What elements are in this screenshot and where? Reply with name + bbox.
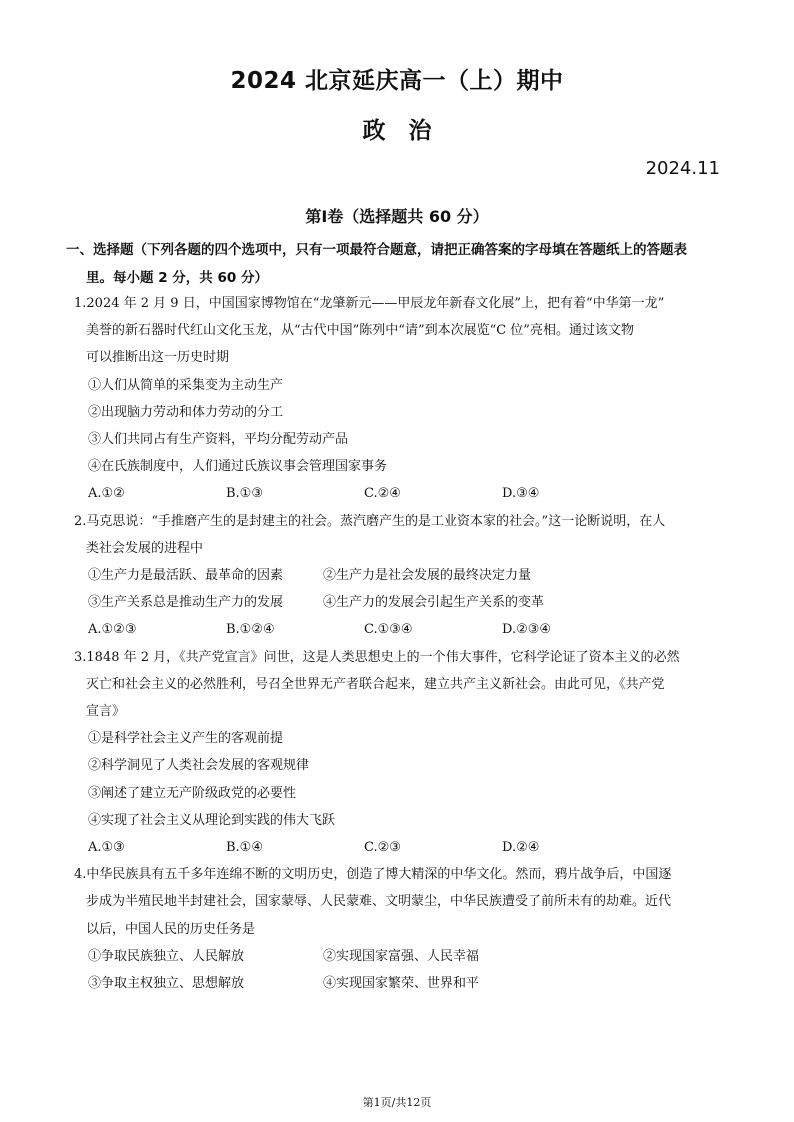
instruction-line-1: 一、选择题（下列各题的四个选项中，只有一项最符合题意，请把正确答案的字母填在答题纸上的答题表: [66, 242, 687, 258]
section-instruction: [66, 236, 726, 292]
exam-subject: 政 治: [362, 118, 432, 144]
question-3-line-3: 宣言》: [86, 704, 126, 720]
question-2-option-2: ②生产力是社会发展的最终决定力量: [323, 568, 532, 584]
question-3-line-2: 灭亡和社会主义的必然胜利，号召全世界无产者联合起来，建立共产主义新社会。由此可见，《共产党: [86, 676, 665, 692]
question-3-option-4: ④实现了社会主义从理论到实践的伟大飞跃: [88, 812, 336, 828]
question-2-line-2: 类社会发展的进程中: [86, 540, 204, 556]
question-4-line-3: 以后，中国人民的历史任务是: [86, 921, 256, 937]
exam-title: 2024 北京延庆高一（上）期中: [230, 68, 564, 94]
question-4-stem: [74, 861, 724, 943]
question-1-choices: [74, 480, 724, 507]
question-1-line-1: 1.2024 年 2 月 9 日，中国国家博物馆在“龙肇新元——甲辰龙年新春文化展”上，把有着“中华第一龙”: [74, 296, 665, 311]
question-2-option-1: ①生产力是最活跃、最革命的因素: [88, 568, 284, 584]
question-2-choice-d[interactable]: D.②③④: [502, 622, 552, 638]
question-2-option-3: ③生产关系总是推动生产力的发展: [88, 595, 284, 611]
question-2-choice-b[interactable]: B.①②④: [226, 622, 275, 638]
question-1-option-4: ④在氏族制度中，人们通过氏族议事会管理国家事务: [88, 459, 388, 475]
question-4-options-row-1: [74, 943, 724, 970]
question-3-option-2: ②科学洞见了人类社会发展的客观规律: [88, 758, 310, 774]
question-1-choice-d[interactable]: D.③④: [502, 486, 540, 502]
section-title: 第Ⅰ卷（选择题共 60 分）: [305, 207, 489, 226]
question-1-stem: [74, 290, 724, 372]
question-4-option-1: ①争取民族独立、人民解放: [88, 948, 245, 964]
question-1: [74, 290, 724, 508]
question-4: [74, 861, 724, 997]
question-1-choice-b[interactable]: B.①③: [226, 486, 263, 502]
question-3-stem: [74, 644, 724, 726]
question-3-choice-a[interactable]: A.①③: [88, 840, 125, 856]
question-2-choices: [74, 616, 724, 643]
question-1-option-3: ③人们共同占有生产资料，平均分配劳动产品: [88, 432, 349, 448]
question-2-option-4: ④生产力的发展会引起生产关系的变革: [323, 595, 545, 611]
question-3-option-1: ①是科学社会主义产生的客观前提: [88, 731, 284, 747]
question-1-line-2: 美誉的新石器时代红山文化玉龙，从“古代中国”陈列中“请”到本次展览“C 位”亮相。通过该文物: [86, 323, 634, 339]
exam-date: 2024.11: [645, 158, 720, 179]
question-2-options-row-1: [74, 562, 724, 589]
question-4-option-2: ②实现国家富强、人民幸福: [323, 948, 480, 964]
question-4-line-2: 步成为半殖民地半封建社会，国家蒙辱、人民蒙难、文明蒙尘，中华民族遭受了前所未有的劫难。近代: [86, 894, 672, 910]
question-3-choice-c[interactable]: C.②③: [364, 840, 401, 856]
question-4-option-4: ④实现国家繁荣、世界和平: [323, 976, 480, 992]
questions-area: [74, 290, 724, 997]
question-2-stem: [74, 508, 724, 562]
question-4-option-3: ③争取主权独立、思想解放: [88, 976, 245, 992]
question-4-line-1: 4.中华民族具有五千多年连绵不断的文明历史，创造了博大精深的中华文化。然而，鸦片战争后，中国逐: [74, 867, 672, 883]
question-3-choice-b[interactable]: B.①④: [226, 840, 263, 856]
question-1-line-3: 可以推断出这一历史时期: [86, 350, 230, 366]
question-1-option-2: ②出现脑力劳动和体力劳动的分工: [88, 404, 284, 420]
question-1-choice-c[interactable]: C.②④: [364, 486, 401, 502]
question-1-choice-a[interactable]: A.①②: [88, 486, 125, 502]
question-1-option-1: ①人们从简单的采集变为主动生产: [88, 377, 284, 393]
question-2-choice-a[interactable]: A.①②③: [88, 622, 137, 638]
question-3: [74, 644, 724, 862]
question-4-options-row-2: [74, 970, 724, 997]
question-3-option-3: ③阐述了建立无产阶级政党的必要性: [88, 785, 297, 801]
question-2-line-1: 2.马克思说：“手推磨产生的是封建主的社会。蒸汽磨产生的是工业资本家的社会。”这一论断说明，在人: [74, 513, 666, 529]
question-2: [74, 508, 724, 644]
question-3-line-1: 3.1848 年 2 月，《共产党宣言》问世，这是人类思想史上的一个伟大事件，它科学论证了资本主义的必然: [74, 649, 680, 665]
page-footer: 第1页/共12页: [362, 1096, 432, 1109]
question-2-choice-c[interactable]: C.①③④: [364, 622, 413, 638]
question-3-choice-d[interactable]: D.②④: [502, 840, 540, 856]
instruction-line-2: 里。每小题 2 分，共 60 分）: [86, 270, 268, 286]
question-3-choices: [74, 834, 724, 861]
question-2-options-row-2: [74, 589, 724, 616]
